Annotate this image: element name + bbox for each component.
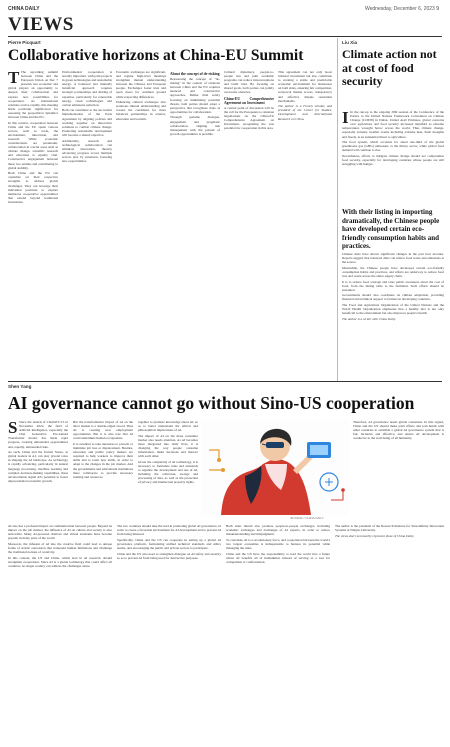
paragraph: A central point of discussion will be the call for the Europeans to reinstate negotiations on the China-EU Comprehensive Agreement on Investment, recognizing the vast potential for cooperation in this area. [224, 105, 274, 131]
issue-date: Wednesday, December 6, 2023 [364, 6, 435, 12]
story3-byline: Shen Yang [8, 384, 32, 389]
author-note: The author is a French scholar, and president of the Center for Studies, Development and International Research on China. [278, 104, 332, 121]
dropcap: T [8, 70, 20, 87]
paragraph: In the run-up to the ongoing 28th session of the Conference of the Parties to the United Nations Framework Convention on Climate Change (COP28) in Dubai, United Arab Emirates, global concerns over agriculture and food security increased manifold as extreme temperatures wrought havoc across the world. Thus climate change, especially extreme weather events including extreme heat, flash droughts and floods, is an existential threat to agriculture. [342, 110, 444, 139]
story1-col-4 [170, 70, 220, 378]
paragraph: Enhancing cultural exchanges also promotes mutual understanding and creates the conditions for more balanced partnerships in science, education and tourism. [116, 100, 166, 121]
paragraph: The Food and Agriculture Organization of the United Nations and the World Health Organization emphasize that a healthy diet is not only beneficial to the environment but also improves people's health. [342, 303, 444, 316]
paragraph: It is essential to take measures to prevent or minimize job loss or displacement. Besides, education and public policy makers are required to help workers to improve their skills and to learn new skills, in order to adapt to the changes in the job market. And the governments and educational institutions must collaborate to provide necessary training and resources. [73, 441, 133, 479]
paragraph: Specifically, China and the US can cooperate in setting up a global AI governance platform, formulating unified technical standards and ethics norms, and encouraging the public and private sectors to participate. [117, 537, 221, 550]
story1-byline: Pierre Picquart [8, 40, 41, 45]
story3-headline: AI governance cannot go without Sino-US cooperation [8, 393, 415, 413]
story-divider [8, 381, 442, 382]
paragraph: Governments should also coordinate on climate adaptation, providing financial and technical support to farmers in developing countries. [342, 293, 444, 302]
paragraph: AI also has a profound impact on communication between people. Beyond its impact on the job market, the influence of AI on culture and society is also noticeable. Many AI-powered chatbots and virtual assistants have become popular in many parts of the world. [8, 524, 112, 541]
author-note: The views don't necessarily represent those of China Daily. [335, 533, 415, 538]
story2-subhead: With their listing in importing dramatically, the Chinese people have developed certain eco-friendly consumption habits and practices. [342, 208, 440, 250]
paragraph: Additionally, research and technological collaboration can stimulate innovation, thereby advancing progress across multiple sectors and, by extension, fostering new opportunities. [62, 138, 112, 163]
paragraph: Cultural diplomacy, people-to-people ties and joint academic programs can reduce misconceptions and build trust. By focusing on shared goals, both parties can jointly overcome obstacles. [224, 70, 274, 95]
illustration-credit: JIN DING / CHINA DAILY [290, 516, 324, 520]
illustration-ai-figure [201, 420, 349, 515]
subheading: About the concept of de-risking [170, 72, 220, 76]
masthead-bar [8, 4, 442, 14]
story3-col-7 [226, 524, 330, 742]
paragraph: Through genuine dialogue, engagement and pragmatic collaboration, aligning risk management with the pursuit of growth opportunities is possible. [170, 115, 220, 136]
story1-col-6 [278, 70, 332, 378]
paragraph: Both sides should also promote people-to-people exchanges, including academic exchanges and exchanges of AI experts, in order to reduce misunderstanding and misjudgment. [226, 524, 330, 537]
story3-col-6 [117, 524, 221, 742]
story1-col-2 [62, 70, 112, 378]
paragraph: Economic exchanges are significant, and regular high-level meetings strengthen mutual understanding between the Chinese and European people. Exchanges foster trust and open doors for common ground while respecting differences. [116, 70, 166, 99]
story1-col-3 [116, 70, 166, 378]
story1-headline: Collaborative horizons at China-EU Summit [8, 47, 304, 64]
dropcap: S [8, 420, 18, 437]
story3-col-3 [138, 420, 198, 518]
section-title: VIEWS [8, 14, 74, 35]
paragraph: The two countries should take the lead in promoting global AI governance, in order to create a favorable environment for AI development and to prevent AI from being misused. [117, 524, 221, 537]
story3-col-5 [8, 524, 112, 742]
paragraph: In this context, the US and China, which lead in AI research, should strengthen cooperation. Since AI is a global technology that could affect all countries, no single country can address the challenges alone. [8, 555, 112, 568]
paragraph: together to promote knowledge about AI, so as to better understand the ethical and philosophical implications of AI. [138, 420, 198, 433]
top-rule [8, 36, 442, 37]
column-divider [337, 38, 338, 381]
paragraph: Nevertheless, efforts to mitigate climate change should not compromise food security, especially for developing countries whose people are still struggling with hunger. [342, 153, 444, 167]
dropcap: I [342, 110, 349, 127]
paragraph: Reassessing the concept of "de-risking" in the context of relations between China and the EU requires nuanced and constructive approaches. Rather than solely focusing on minimizing potential threats, both parties should adopt a perspective that recognizes risks as opportunities for collaboration. [170, 77, 220, 114]
paragraph: China and the US also need to strengthen dialogue on AI safety and security so as to prevent AI from being used for destructive purposes. [117, 551, 221, 560]
paragraph: As such, China and the United States, as global leaders in AI, can play pivotal roles in shaping the AI landscape. As technology is rapidly advancing, particularly in natural language processing, machine learning and complex decision-making capabilities, these advancements signal AI's potential to foster unprecedented economic growth. [8, 450, 68, 483]
paragraph: The upcoming summit between China and the European Union on Dec 7 presents two economic and global players an opportunity to deepen their collaboration and explore new possibilities for cooperation. As international relations evolve rapidly, this meeting holds particular significance for assessing the geopolitical dynamics between China and the EU. [8, 70, 58, 120]
paragraph: Meanwhile, the Chinese people have developed certain eco-friendly consumption habits and practices, and efforts are underway to reduce food loss and waste across the entire supply chain. [342, 265, 444, 278]
story3-col-8 [335, 524, 444, 742]
story2-col-top [342, 110, 444, 206]
brand-name: CHINA DAILY [8, 6, 40, 12]
story2-byline: Liu Xia [342, 40, 358, 45]
paragraph: The author is the president of the Research Institute for Sinu-Infinity Innovation Systems at Ningbo University. [335, 524, 444, 533]
paragraph: Chinese diets have shown significant changes in the past four decades. Reports suggest that balanced diets can reduce food waste and emissions at the source. [342, 252, 444, 265]
paragraph: Both can contribute to the successful implementation of the Paris Agreement by aligning policies and working together on innovative solutions to combat climate change. Promoting sustainable development will become a shared objective. [62, 108, 112, 137]
paragraph: Given the complexity of AI technology, it is necessary to formulate rules and standards to regulate the development and use of AI, including the collection, storage and processing of data, as well as the protection of privacy and intellectual property rights. [138, 459, 198, 485]
page-number: 9 [436, 6, 439, 12]
paragraph: It is to reduce food wastage and raise public awareness about the cost of food, from the dining table to the farmland. Such efforts should be sustained. [342, 279, 444, 292]
story3-col-4 [353, 420, 444, 518]
paragraph: To conclude, AI is a revolutionary force, and cooperation between the world's two largest economies is indispensable to harness its potential while managing the risks. [226, 537, 330, 550]
paragraph: The food system, which accounts for about one-third of the global greenhouse gas (GHG) emissions, is the thirsty sector, while global food demand will continue to rise. [342, 140, 444, 153]
story1-col-5 [224, 70, 274, 378]
story1-col-1 [8, 70, 58, 378]
paragraph: But the transformative impact of AI on the labor market is a double-edged sword. Thus AI is creating new employment opportunities. But it is also true that AI could undermine human occupations. [73, 420, 133, 441]
paragraph: This agreement can not only boost bilateral investment but also contribute to creating a stable and predictable economic environment for businesses on both sides, ensuring fair competition, reciprocal market access, transparency and effective dispute resolution mechanisms. [278, 70, 332, 103]
author-note: The author is a writer with China Daily. [342, 316, 396, 321]
story2-col-bottom [342, 252, 444, 378]
subheading: China-EU Comprehensive Agreement on Investment [224, 96, 274, 105]
paragraph: Since the launch of ChatGPT-3.5 in November 2022, the field of artificial intelligence, especially the Chat Generative Pre-trained Transformer model, has made rapid progress, creating unbounded opportunities and, equally, unbounded risks. [8, 420, 68, 449]
paragraph: Therefore, AI governance needs global consensus. In this regard, China and the US should make joint efforts and join hands with other countries to establish a global AI governance system that is fair, inclusive and effective, and ensure AI development is conducive to the well-being of all humanity. [353, 420, 444, 441]
paragraph: In this context, cooperation between China and the EU spans various sectors, such as trade, the environment, innovation, and research. While economic considerations are paramount, collaboration in crucial areas such as climate change, scientific research and education is equally vital. Constructive engagement between these two entities and contributing to global stability. [8, 120, 58, 170]
paragraph: Moreover, the infusion of AI into the creative field could lead to unique forms of artistic expression that transcend human limitations and challenge the traditional notions of creativity. [8, 541, 112, 555]
story3-col-2 [73, 420, 133, 518]
paragraph: Environmental cooperation is notably important, with joint projects in green technologies and sustainable energy. A balanced and mutually beneficial approach requires strategic partnerships and sharing of expertise, particularly for renewable energy, clean technologies and carbon emissions reduction. [62, 70, 112, 107]
story2-headline: Climate action not at cost of food security [342, 47, 437, 88]
story3-col-1 [8, 420, 68, 518]
paragraph: Both China and the EU can capitalize on their respective strengths to address global challenges. They can leverage their individual positions to explore numerous cooperative opportunities that extend beyond traditional boundaries. [8, 171, 58, 204]
paragraph: China and the US have the responsibility to lead the world into a future where AI benefits all of humankind, instead of serving as a tool for competition or confrontation. [226, 551, 330, 564]
paragraph: The impact of AI on the mass consumer market also needs attention. As AI becomes more integrated into daily lives, it is changing the way people consume information, make decisions and interact with each other. [138, 433, 198, 459]
